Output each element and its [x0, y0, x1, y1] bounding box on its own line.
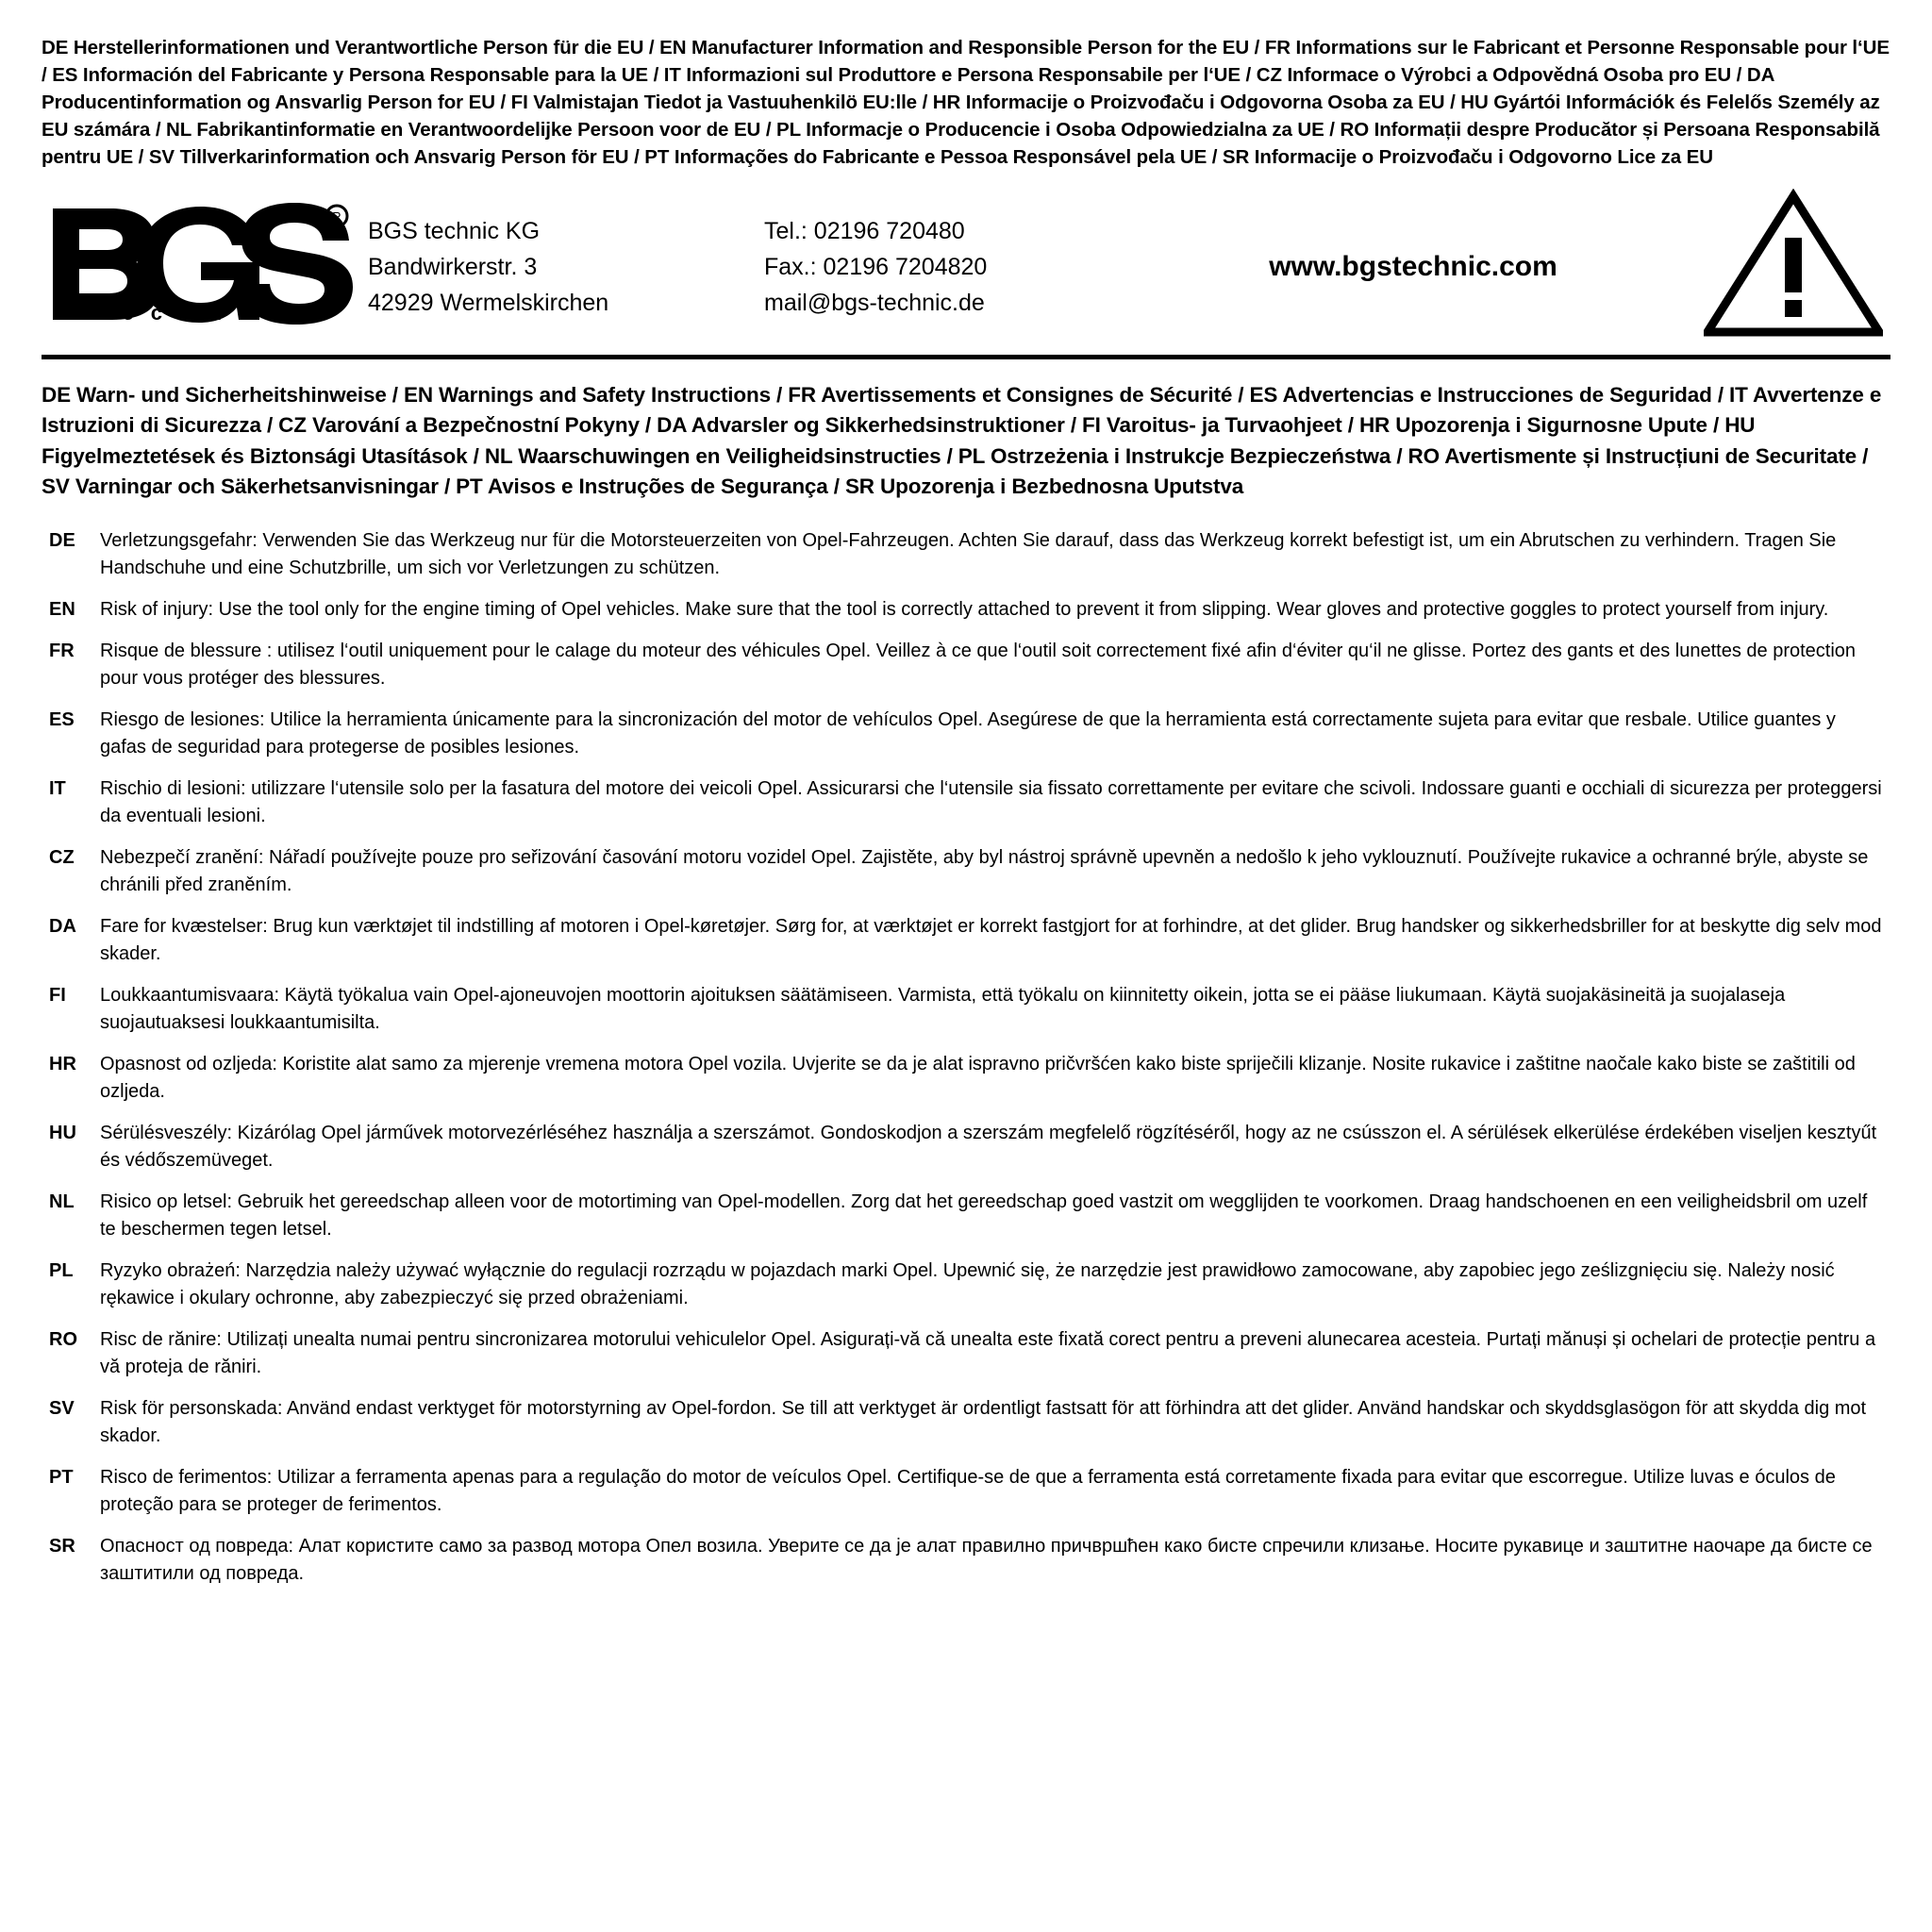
bgs-logo	[47, 203, 358, 325]
instruction-text: Ryzyko obrażeń: Narzędzia należy używać wyłącznie do regulacji rozrządu w pojazdach marki Opel. Upewnić się, że narzędzie jest prawidłowo zamocowane, aby zapobiec jego ześlizgnięciu się. Należy nosić rękawice i okulary ochronne, aby zabezpieczyć się przed obrażeniami.	[100, 1260, 1835, 1309]
instruction-text: Verletzungsgefahr: Verwenden Sie das Werkzeug nur für die Motorsteuerzeiten von Opel-Fahrzeugen. Achten Sie darauf, dass das Werkzeug korrekt befestigt ist, um ein Abrutschen zu verhindern. Tragen Sie Handschuhe und eine Schutzbrille, um sich vor Verletzungen zu schützen.	[100, 530, 1837, 579]
instruction-text: Risico op letsel: Gebruik het gereedschap alleen voor de motortiming van Opel-modellen. Zorg dat het gereedschap goed vastzit om wegglijden te voorkomen. Draag handschoenen en een veiligheidsbril om uzelf te beschermen tegen letsel.	[100, 1191, 1868, 1241]
list-item	[42, 913, 1890, 968]
language-code: NL	[49, 1191, 75, 1213]
language-code: FR	[49, 641, 75, 662]
bgs-logo-block	[42, 203, 368, 325]
manufacturer-info-title: DE Herstellerinformationen und Verantwortliche Person für die EU / EN Manufacturer Information and Responsible Person for the EU / FR Informations sur le Fabricant et Personne Responsable pour l‘UE / ES Información del Fabricante y Persona Responsable para la UE / IT Informazioni sul Produttore e Persona Responsabile per l‘UE / CZ Informace o Výrobci a Odpovědná Osoba pro EU / DA Producentinformation og Ansvarlig Person for EU / FI Valmistajan Tiedot ja Vastuuhenkilö EU:lle / HR Informacije o Proizvođaču i Odgovorna Osoba za EU / HU Gyártói Információk és Felelős Személy az EU számára / NL Fabrikantinformatie en Verantwoordelijke Persoon voor de EU / PL Informacje o Producencie i Osoba Odpowiedzialna za UE / RO Informații despre Producător și Persoana Responsabilă pentru UE / SV Tillverkarinformation och Ansvarig Person för EU / PT Informações do Fabricante e Pessoa Responsável pela UE / SR Informacije o Proizvođaču i Odgovorno Lice za EU	[42, 37, 1890, 169]
instructions-list	[42, 527, 1890, 1588]
language-code: DA	[49, 916, 76, 938]
language-code: HR	[49, 1054, 76, 1075]
language-code: CZ	[49, 847, 75, 869]
list-item	[42, 1533, 1890, 1588]
language-code: EN	[49, 599, 75, 621]
company-contact	[764, 208, 1132, 321]
list-item	[42, 1257, 1890, 1312]
instruction-text: Risque de blessure : utilisez l‘outil uniquement pour le calage du moteur des véhicules Opel. Veillez à ce que l‘outil soit correctement fixé afin d‘éviter qu‘il ne glisse. Portez des gants et des lunettes de protection pour vous protéger des blessures.	[100, 641, 1857, 690]
svg-text:t e c h n i c: t e c h n i c	[98, 300, 279, 325]
language-code: DE	[49, 530, 75, 552]
list-item	[42, 1051, 1890, 1106]
language-code: HU	[49, 1123, 76, 1144]
company-email[interactable]: mail@bgs-technic.de	[764, 289, 985, 316]
list-item	[42, 1189, 1890, 1243]
warnings-section-heading: DE Warn- und Sicherheitshinweise / EN Warnings and Safety Instructions / FR Avertissements et Consignes de Sécurité / ES Advertencias e Instrucciones de Seguridad / IT Avvertenze e Istruzioni di Sicurezza / CZ Varování a Bezpečnostní Pokyny / DA Advarsler og Sikkerhedsinstruktioner / FI Varoitus- ja Turvaohjeet / HR Upozorenja i Sigurnosne Upute / HU Figyelmeztetések és Biztonsági Utasítások / NL Waarschuwingen en Veiligheidsinstructies / PL Ostrzeżenia i Instrukcje Bezpieczeństwa / RO Avertismente și Instrucțiuni de Securitate / SV Varningar och Säkerhetsanvisningar / PT Avisos e Instruções de Segurança / SR Upozorenja i Bezbednosna Uputstva	[42, 382, 1882, 499]
language-code: FI	[49, 985, 66, 1007]
list-item	[42, 982, 1890, 1037]
instruction-text: Risk för personskada: Använd endast verktyget för motorstyrning av Opel-fordon. Se till att verktyget är ordentligt fastsatt för att förhindra att det glider. Använd handskar och skyddsglasögon för att skydda dig mot skador.	[100, 1398, 1867, 1447]
instruction-text: Fare for kvæstelser: Brug kun værktøjet til indstilling af motoren i Opel-køretøjer. Sørg for, at værktøjet er korrekt fastgjort for at forhindre, at det glider. Brug handsker og sikkerhedsbriller for at beskytte dig selv mod skader.	[100, 916, 1882, 965]
instruction-text: Loukkaantumisvaara: Käytä työkalua vain Opel-ajoneuvojen moottorin ajoituksen säätämiseen. Varmista, että työkalu on kiinnitetty oikein, jotta se ei pääse liukumaan. Käytä suojakäsineitä ja suojalaseja suojautuaksesi loukkaantumisilta.	[100, 985, 1786, 1034]
list-item	[42, 844, 1890, 899]
list-item	[42, 1120, 1890, 1174]
list-item	[42, 596, 1890, 624]
instruction-text: Risc de rănire: Utilizați unealta numai pentru sincronizarea motorului vehiculelor Opel. Asigurați-vă că unealta este fixată corect pentru a preveni alunecarea acesteia. Purtați mănuși și ochelari de protecție pentru a vă proteja de răniri.	[100, 1329, 1876, 1378]
company-info-band	[42, 189, 1890, 359]
svg-text:R: R	[332, 208, 341, 224]
instruction-text: Rischio di lesioni: utilizzare l‘utensile solo per la fasatura del motore dei veicoli Opel. Assicurarsi che l‘utensile sia fissato correttamente per evitare che scivoli. Indossare guanti e occhiali di sicurezza per proteggersi da eventuali lesioni.	[100, 778, 1882, 827]
company-city: 42929 Wermelskirchen	[368, 289, 609, 316]
list-item	[42, 1464, 1890, 1519]
instruction-text: Nebezpečí zranění: Nářadí používejte pouze pro seřizování časování motoru vozidel Opel. Zajistěte, aby byl nástroj správně upevněn a nedošlo k jeho vyklouznutí. Používejte rukavice a ochranné brýle, abyste se chránili před zraněním.	[100, 847, 1869, 896]
language-code: SV	[49, 1398, 75, 1420]
company-website[interactable]: www.bgstechnic.com	[1269, 250, 1557, 282]
list-item	[42, 1395, 1890, 1450]
list-item	[42, 1326, 1890, 1381]
instruction-text: Sérülésveszély: Kizárólag Opel járművek motorvezérléséhez használja a szerszámot. Gondoskodjon a szerszám megfelelő rögzítéséről, hogy az ne csússzon el. A sérülések elkerülése érdekében viseljen kesztyűt és védőszemüveget.	[100, 1123, 1877, 1172]
language-code: ES	[49, 709, 75, 731]
list-item	[42, 527, 1890, 582]
language-code: RO	[49, 1329, 77, 1351]
company-tel: Tel.: 02196 720480	[764, 217, 965, 244]
instruction-text: Опасност од повреда: Алат користите само за развод мотора Опел возила. Уверите се да је алат правилно причвршћен како бисте спречили клизање. Носите рукавице и заштитне наочаре да бисте се заштитили од повреда.	[100, 1536, 1873, 1585]
instruction-text: Riesgo de lesiones: Utilice la herramienta únicamente para la sincronización del motor de vehículos Opel. Asegúrese de que la herramienta está correctamente sujeta para evitar que resbale. Utilice guantes y gafas de seguridad para protegerse de posibles lesiones.	[100, 709, 1836, 758]
instruction-text: Risco de ferimentos: Utilizar a ferramenta apenas para a regulação do motor de veículos Opel. Certifique-se de que a ferramenta está corretamente fixada para evitar que escorregue. Utilize luvas e óculos de proteção para se proteger de ferimentos.	[100, 1467, 1836, 1516]
list-item	[42, 707, 1890, 761]
company-name: BGS technic KG	[368, 217, 541, 244]
list-item	[42, 638, 1890, 692]
language-code: PT	[49, 1467, 74, 1489]
warning-triangle-icon	[1694, 189, 1890, 340]
language-code: PL	[49, 1260, 74, 1282]
language-code: IT	[49, 778, 66, 800]
instruction-text: Risk of injury: Use the tool only for the engine timing of Opel vehicles. Make sure that the tool is correctly attached to prevent it from slipping. Wear gloves and protective goggles to protect yourself from injury.	[100, 599, 1829, 621]
company-fax: Fax.: 02196 7204820	[764, 253, 988, 280]
bgs-logo-icon	[47, 203, 358, 325]
list-item	[42, 775, 1890, 830]
instruction-text: Opasnost od ozljeda: Koristite alat samo za mjerenje vremena motora Opel vozila. Uvjerite se da je alat ispravno pričvršćen kako biste spriječili klizanje. Nosite rukavice i zaštitne naočale kako biste se zaštitili od ozljeda.	[100, 1054, 1856, 1103]
company-address	[368, 208, 764, 321]
company-street: Bandwirkerstr. 3	[368, 253, 538, 280]
language-code: SR	[49, 1536, 75, 1557]
